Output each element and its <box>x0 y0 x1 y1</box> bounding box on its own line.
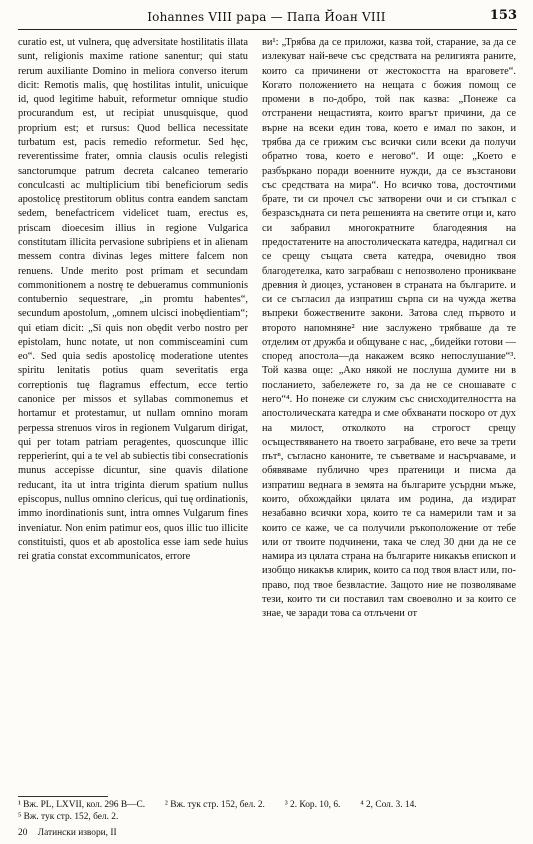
footnote-row <box>18 799 518 811</box>
latin-text-column <box>18 36 248 792</box>
footnote-row <box>18 811 518 823</box>
header-rule <box>18 29 517 30</box>
footnote-4: ⁴ 2, Сол. 3. 14. <box>360 800 417 810</box>
footnote-rule <box>18 796 108 797</box>
footnote-5: ⁵ Вж. тук стр. 152, бел. 2. <box>18 812 119 822</box>
signature-text: Латински извори, II <box>37 828 117 838</box>
footnote-1: ¹ Вж. PL, LXVII, кол. 296 B—C. <box>18 800 146 810</box>
footnote-3: ³ 2. Кор. 10, 6. <box>284 800 341 810</box>
footnotes <box>18 799 518 823</box>
latin-paragraph: curatio est, ut vulnera, quę adversitate hostilitatis illata sunt, religionis maxime ratione sanentur; qui statu rerum auxiliante Domino in meliora converso iterum dicit: Remotis malis, quę hostilitas intulit, unicuique id, quod legitime habuit, reformetur omnique studio procurandum est, ut recipiat unusquisque, quod proprium est; et rursus: Quod bellica necessitate turbatum est, pacis remedio reformetur. Sed hęc, reverentissime frater, omnia clausis oculis relegisti sanctorumque patrum decreta calcaneo temerario conculcasti ac multiplicium tibi beneficiorum sedis apostolicę prestitorum oblitus contra eandem sanctam sedem, benefactricem videlicet tuam, erectus es, priscam dioecesim illius in regione Vulgarica constitutam illicita pervasione subripiens et in alienam messem contra divinas leges mittere falcem non renuens. Unde merito post primam et secundam commonitionem a nostrę te debueramus communionis contubernio sequestrare, „in promtu habentes“, secundum apostolum, „omnem ulcisci inobędientiam“; qui etiam dicit: „Si quis non obędit verbo nostro per epistolam, hunc notate, ut non commisceamini cum eo“. Sed quia sedis apostolicę moderatione utentes spiritu lenitatis potius quam severitatis erga correptionis tuę flagramus effectum, ecce tertio canonice per missos et syllabas commonemus et hortamur et protestamur, ut nullam omnino moram perpessa strenuos viros in regionem Vulgarum dirigat, qui per totam patriam peragentes, quoscunque illic repperierint, qui a te vel ab subiectis tibi consecrationis munus accepisse dicuntur, sine quavis dilatione reducant, ita ut intra triginta dierum spatium nullus episcopus, nullus omnino clericus, qui tuę ordinationis, immo inordinationis sunt, intra omnes Vulgarum fines inveniatur. Non enim patimur eos, quos illic tuo illicite constituisti, quos et ab apostolica esse iam sede huius rei gratia constat excommunicatos, errore <box>18 37 248 563</box>
page-number: 153 <box>489 8 517 23</box>
bulgarian-text-column <box>262 36 516 792</box>
printer-signature <box>18 828 318 838</box>
running-head <box>0 8 533 30</box>
running-title: Iohannes VIII papa — Папа Йоан VIII <box>147 10 386 24</box>
footnote-2: ² Вж. тук стр. 152, бел. 2. <box>165 800 265 810</box>
signature-number: 20 <box>18 828 28 838</box>
bulgarian-paragraph: ви¹: „Трябва да се приложи, казва той, старание, за да се излекуват най-вече със средствата на религията раните, които са причинени от жестокостта на враговете“. Когато положението на нещата с божия помощ се промени в по-добро, той пак казва: „Понеже са отстранени нещастията, които врагът причини, да се върне на всеки един това, което е имал по закон, и трябва да се грижим със всички сили всеки да получи обратно това, което е негово“. И още: „Което е разбъркано поради военните нужди, да се възстанови със средствата на мира“. Но всичко това, досточтими брате, ти си прочел със затворени очи и си стъпкал с безразсъдната си пета решенията на светите отци и, като си забравил многократните благодеяния на предостатените на апостолическата катедра, надигнал си се срещу същата света катедра, очевидно твоя благодетелка, като заграбваш с непозволено проникване древния ѝ диоцез, установен в страната на българите. и си се съгласил да изпратиш сърпа си на чужда жетва въпреки божествените закони. Затова след първото и второто напомняне² ние заслужено трябваше да те отделим от дружба и общуване с нас, „бидейки готови — според апостола—да накажем всяко непослушание“³. Той казва още: „Ако някой не послуша думите ни в посланието, забележете го, за да не се сношавате с него“⁴. Но понеже си служим със снисходителността на апостолическата катедра и сме обхванати поскоро от дух на милост, отколкото на строгост срещу осъществяването на твоето заграбване, ето вече за трети пътⁿ, съгласно каноните, те съветваме и насърчаваме, и обявяваме публично чрез пратеници и писма да изпратиш веднага в земята на българите усърдни мъже, които, обхождайки цялата им родина, да издират незабавно всички хора, които те са намерили там и за които се каже, че са получили ръкоположение от тебе или от твоите подчинени, така че след 30 дни да не се намира из цялата страна на българите никакъв епископ и изобщо никакъв клирик, които са под твоя власт или, по-право, под твое безвластие. Защото ние не позволяваме тези, които ти си поставил там своеволно и за които се знае, че заради това са отлъчени от <box>262 37 516 620</box>
